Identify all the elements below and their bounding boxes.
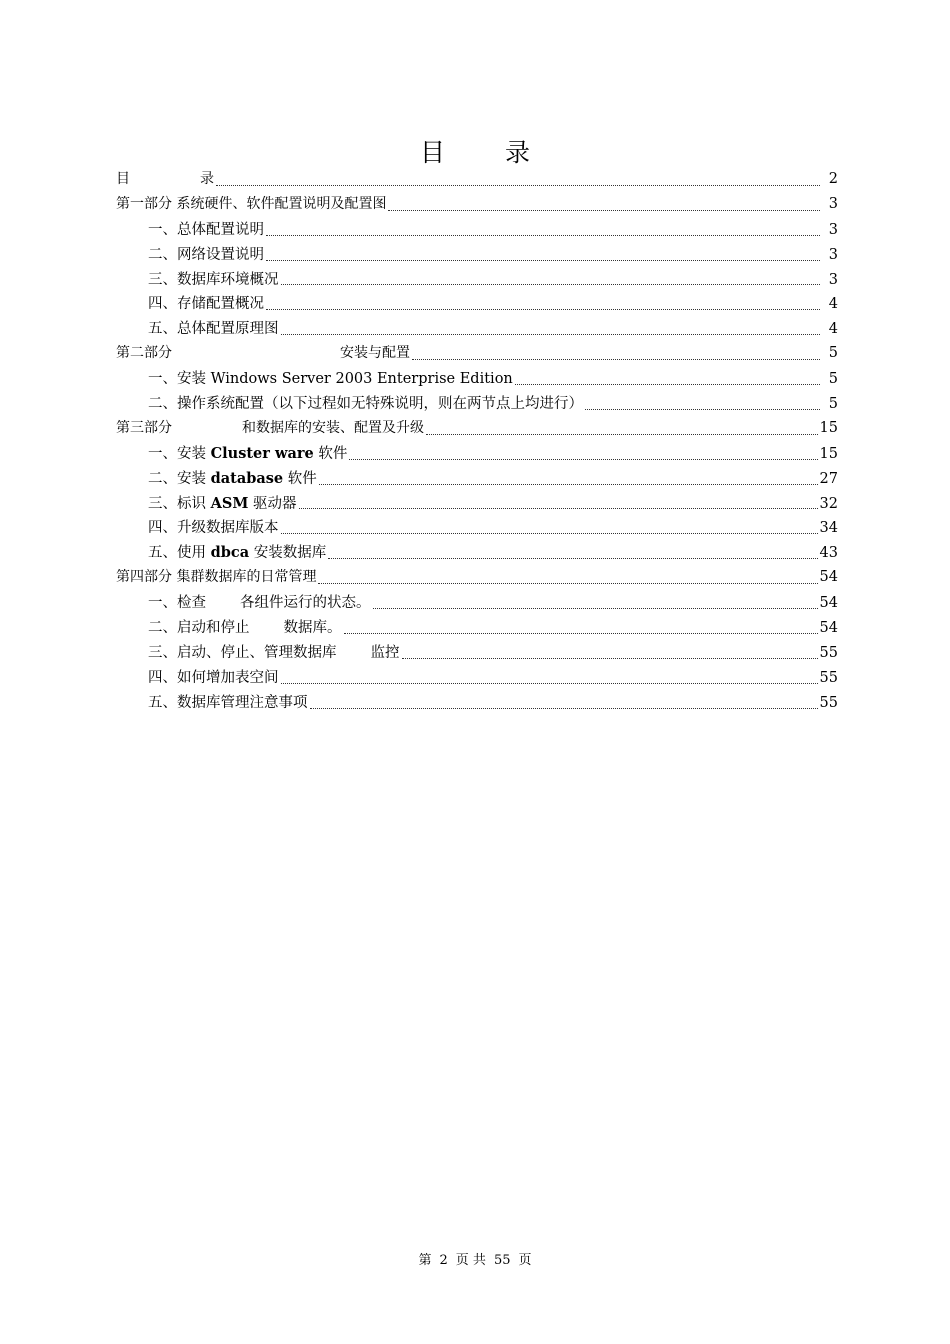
toc-label-part: 二、操作系统配置（以下过程如无特殊说明，则在两节点上均进行） bbox=[148, 396, 583, 413]
dot-leader bbox=[328, 557, 817, 559]
toc-label-part: 监控 bbox=[370, 644, 400, 661]
toc-entry-label bbox=[148, 541, 326, 562]
toc-page-number: 55 bbox=[819, 669, 838, 686]
toc-label-part: 第四部分 集群数据库的日常管理 bbox=[116, 569, 317, 586]
toc-page-number: 32 bbox=[819, 495, 838, 512]
toc-subsection-entry[interactable] bbox=[116, 317, 838, 342]
toc-entry-label bbox=[148, 292, 264, 313]
footer-total-pages: 55 bbox=[493, 1253, 511, 1268]
toc-page-number: 15 bbox=[819, 445, 838, 462]
toc-entry-label bbox=[148, 243, 264, 264]
dot-leader bbox=[281, 283, 821, 285]
toc-subsection-entry[interactable] bbox=[116, 268, 838, 293]
toc-entry-label bbox=[116, 193, 386, 213]
toc-subsection-entry[interactable] bbox=[116, 367, 838, 392]
dot-leader bbox=[349, 458, 817, 460]
toc-subsection-entry[interactable] bbox=[116, 691, 838, 716]
toc-page-number: 15 bbox=[819, 419, 838, 436]
toc-subsection-entry[interactable] bbox=[116, 218, 838, 243]
toc-label-part: database bbox=[210, 469, 284, 487]
toc-section-entry[interactable] bbox=[116, 168, 838, 193]
dot-leader bbox=[585, 408, 820, 410]
footer-prefix: 第 bbox=[418, 1253, 432, 1268]
page-footer bbox=[0, 1249, 950, 1268]
toc-page-number: 54 bbox=[819, 620, 838, 637]
toc-section-entry[interactable] bbox=[116, 193, 838, 218]
toc-entry-label bbox=[148, 641, 400, 662]
toc-label-part: 驱动器 bbox=[248, 495, 297, 512]
toc-entry-label bbox=[116, 342, 410, 362]
toc-page-number: 27 bbox=[819, 470, 838, 487]
toc-label-part: 四、升级数据库版本 bbox=[148, 520, 279, 537]
toc-label-part: 数据库。 bbox=[283, 620, 342, 637]
toc-entry-label bbox=[148, 442, 347, 463]
toc-label-part: 四、如何增加表空间 bbox=[148, 669, 279, 686]
toc-entry-label bbox=[148, 268, 279, 289]
toc-entry-label bbox=[116, 168, 214, 188]
toc-label-part: 一、安装 Windows Server 2003 Enterprise Edition bbox=[148, 371, 513, 388]
toc-subsection-entry[interactable] bbox=[116, 492, 838, 517]
toc-label-part: 软件 bbox=[313, 445, 348, 462]
dot-leader bbox=[281, 532, 818, 534]
title-char-2: 录 bbox=[505, 137, 531, 167]
dot-leader bbox=[515, 383, 820, 385]
toc-label-part: 第三部分 bbox=[116, 419, 172, 436]
toc-subsection-entry[interactable] bbox=[116, 467, 838, 492]
toc-label-part: 录 bbox=[200, 171, 214, 187]
toc-page-number: 4 bbox=[828, 296, 838, 313]
toc-label-part: 五、使用 bbox=[148, 545, 211, 562]
toc-section-entry[interactable] bbox=[116, 417, 838, 442]
toc-label-part: 和数据库的安装、配置及升级 bbox=[242, 419, 424, 436]
toc-page-number: 2 bbox=[828, 171, 838, 187]
toc-label-part: dbca bbox=[210, 544, 250, 562]
toc-entry-label bbox=[148, 218, 264, 239]
dot-leader bbox=[266, 234, 820, 236]
toc-page-number: 5 bbox=[828, 345, 838, 362]
dot-leader bbox=[373, 607, 818, 609]
title-char-1: 目 bbox=[419, 137, 445, 167]
toc-page-number: 54 bbox=[819, 595, 838, 612]
toc-entry-label bbox=[148, 666, 279, 687]
dot-leader bbox=[216, 184, 820, 186]
dot-leader bbox=[344, 632, 818, 634]
toc-label-part: 三、启动、停止、管理数据库 bbox=[148, 644, 337, 661]
toc-label-part: 五、总体配置原理图 bbox=[148, 321, 279, 338]
toc-label-part: 三、数据库环境概况 bbox=[148, 271, 279, 288]
toc-label-part: 安装数据库 bbox=[249, 545, 327, 562]
toc-entry-label bbox=[148, 516, 279, 537]
toc-label-part: 三、标识 bbox=[148, 495, 211, 512]
dot-leader bbox=[412, 358, 820, 360]
toc-subsection-entry[interactable] bbox=[116, 641, 838, 666]
toc-subsection-entry[interactable] bbox=[116, 392, 838, 417]
toc-page-number: 34 bbox=[819, 520, 838, 537]
toc-subsection-entry[interactable] bbox=[116, 292, 838, 317]
footer-mid: 页 共 bbox=[455, 1253, 486, 1268]
toc-label-part: 一、检查 bbox=[148, 595, 206, 612]
dot-leader bbox=[310, 707, 818, 709]
toc-entry-label bbox=[148, 367, 513, 388]
toc-label-part: 一、总体配置说明 bbox=[148, 221, 264, 238]
toc-subsection-entry[interactable] bbox=[116, 516, 838, 541]
footer-current-page: 2 bbox=[439, 1253, 448, 1268]
dot-leader bbox=[388, 209, 820, 211]
toc-section-entry[interactable] bbox=[116, 342, 838, 367]
toc-page-number: 5 bbox=[828, 396, 838, 413]
toc-label-part: 目 bbox=[116, 171, 130, 187]
toc-page-number: 54 bbox=[819, 569, 838, 586]
toc-label-part: 二、网络设置说明 bbox=[148, 246, 264, 263]
dot-leader bbox=[281, 682, 818, 684]
toc-entry-label bbox=[148, 317, 279, 338]
toc-label-part: 二、启动和停止 bbox=[148, 620, 250, 637]
toc-label-part: 安装与配置 bbox=[340, 345, 410, 362]
toc-label-part: 四、存储配置概况 bbox=[148, 296, 264, 313]
toc-entry-label bbox=[148, 691, 308, 712]
toc-page-number: 3 bbox=[828, 246, 838, 263]
toc-entry-label bbox=[148, 616, 342, 637]
toc-page-number: 55 bbox=[819, 694, 838, 711]
toc-page-number: 4 bbox=[828, 321, 838, 338]
toc-page-number: 55 bbox=[819, 644, 838, 661]
toc-subsection-entry[interactable] bbox=[116, 666, 838, 691]
table-of-contents bbox=[116, 168, 838, 716]
toc-label-part: 一、安装 bbox=[148, 445, 211, 462]
toc-section-entry[interactable] bbox=[116, 566, 838, 591]
page-title bbox=[0, 133, 950, 169]
dot-leader bbox=[402, 657, 818, 659]
toc-page-number: 3 bbox=[828, 271, 838, 288]
toc-entry-label bbox=[116, 417, 424, 437]
dot-leader bbox=[266, 259, 820, 261]
toc-entry-label bbox=[148, 467, 317, 488]
toc-entry-label bbox=[116, 566, 316, 586]
toc-label-part: 各组件运行的状态。 bbox=[240, 595, 371, 612]
dot-leader bbox=[426, 433, 818, 435]
toc-subsection-entry[interactable] bbox=[116, 442, 838, 467]
dot-leader bbox=[319, 483, 818, 485]
toc-label-part: 第二部分 bbox=[116, 345, 172, 362]
toc-label-part: ASM bbox=[210, 494, 249, 512]
dot-leader bbox=[299, 507, 818, 509]
toc-page-number: 3 bbox=[828, 195, 838, 212]
toc-subsection-entry[interactable] bbox=[116, 541, 838, 566]
footer-suffix: 页 bbox=[518, 1253, 532, 1268]
toc-label-part: 软件 bbox=[283, 470, 317, 487]
dot-leader bbox=[281, 333, 821, 335]
toc-entry-label bbox=[148, 392, 583, 413]
toc-page-number: 3 bbox=[828, 221, 838, 238]
toc-label-part: 五、数据库管理注意事项 bbox=[148, 694, 308, 711]
toc-entry-label bbox=[148, 492, 297, 513]
dot-leader bbox=[266, 308, 820, 310]
toc-page-number: 43 bbox=[819, 545, 838, 562]
toc-entry-label bbox=[148, 591, 371, 612]
toc-subsection-entry[interactable] bbox=[116, 616, 838, 641]
toc-label-part: 第一部分 系统硬件、软件配置说明及配置图 bbox=[116, 195, 387, 212]
toc-subsection-entry[interactable] bbox=[116, 243, 838, 268]
toc-label-part: Cluster ware bbox=[210, 444, 314, 462]
toc-label-part: 二、安装 bbox=[148, 470, 211, 487]
dot-leader bbox=[318, 582, 817, 584]
toc-subsection-entry[interactable] bbox=[116, 591, 838, 616]
toc-page-number: 5 bbox=[828, 371, 838, 388]
